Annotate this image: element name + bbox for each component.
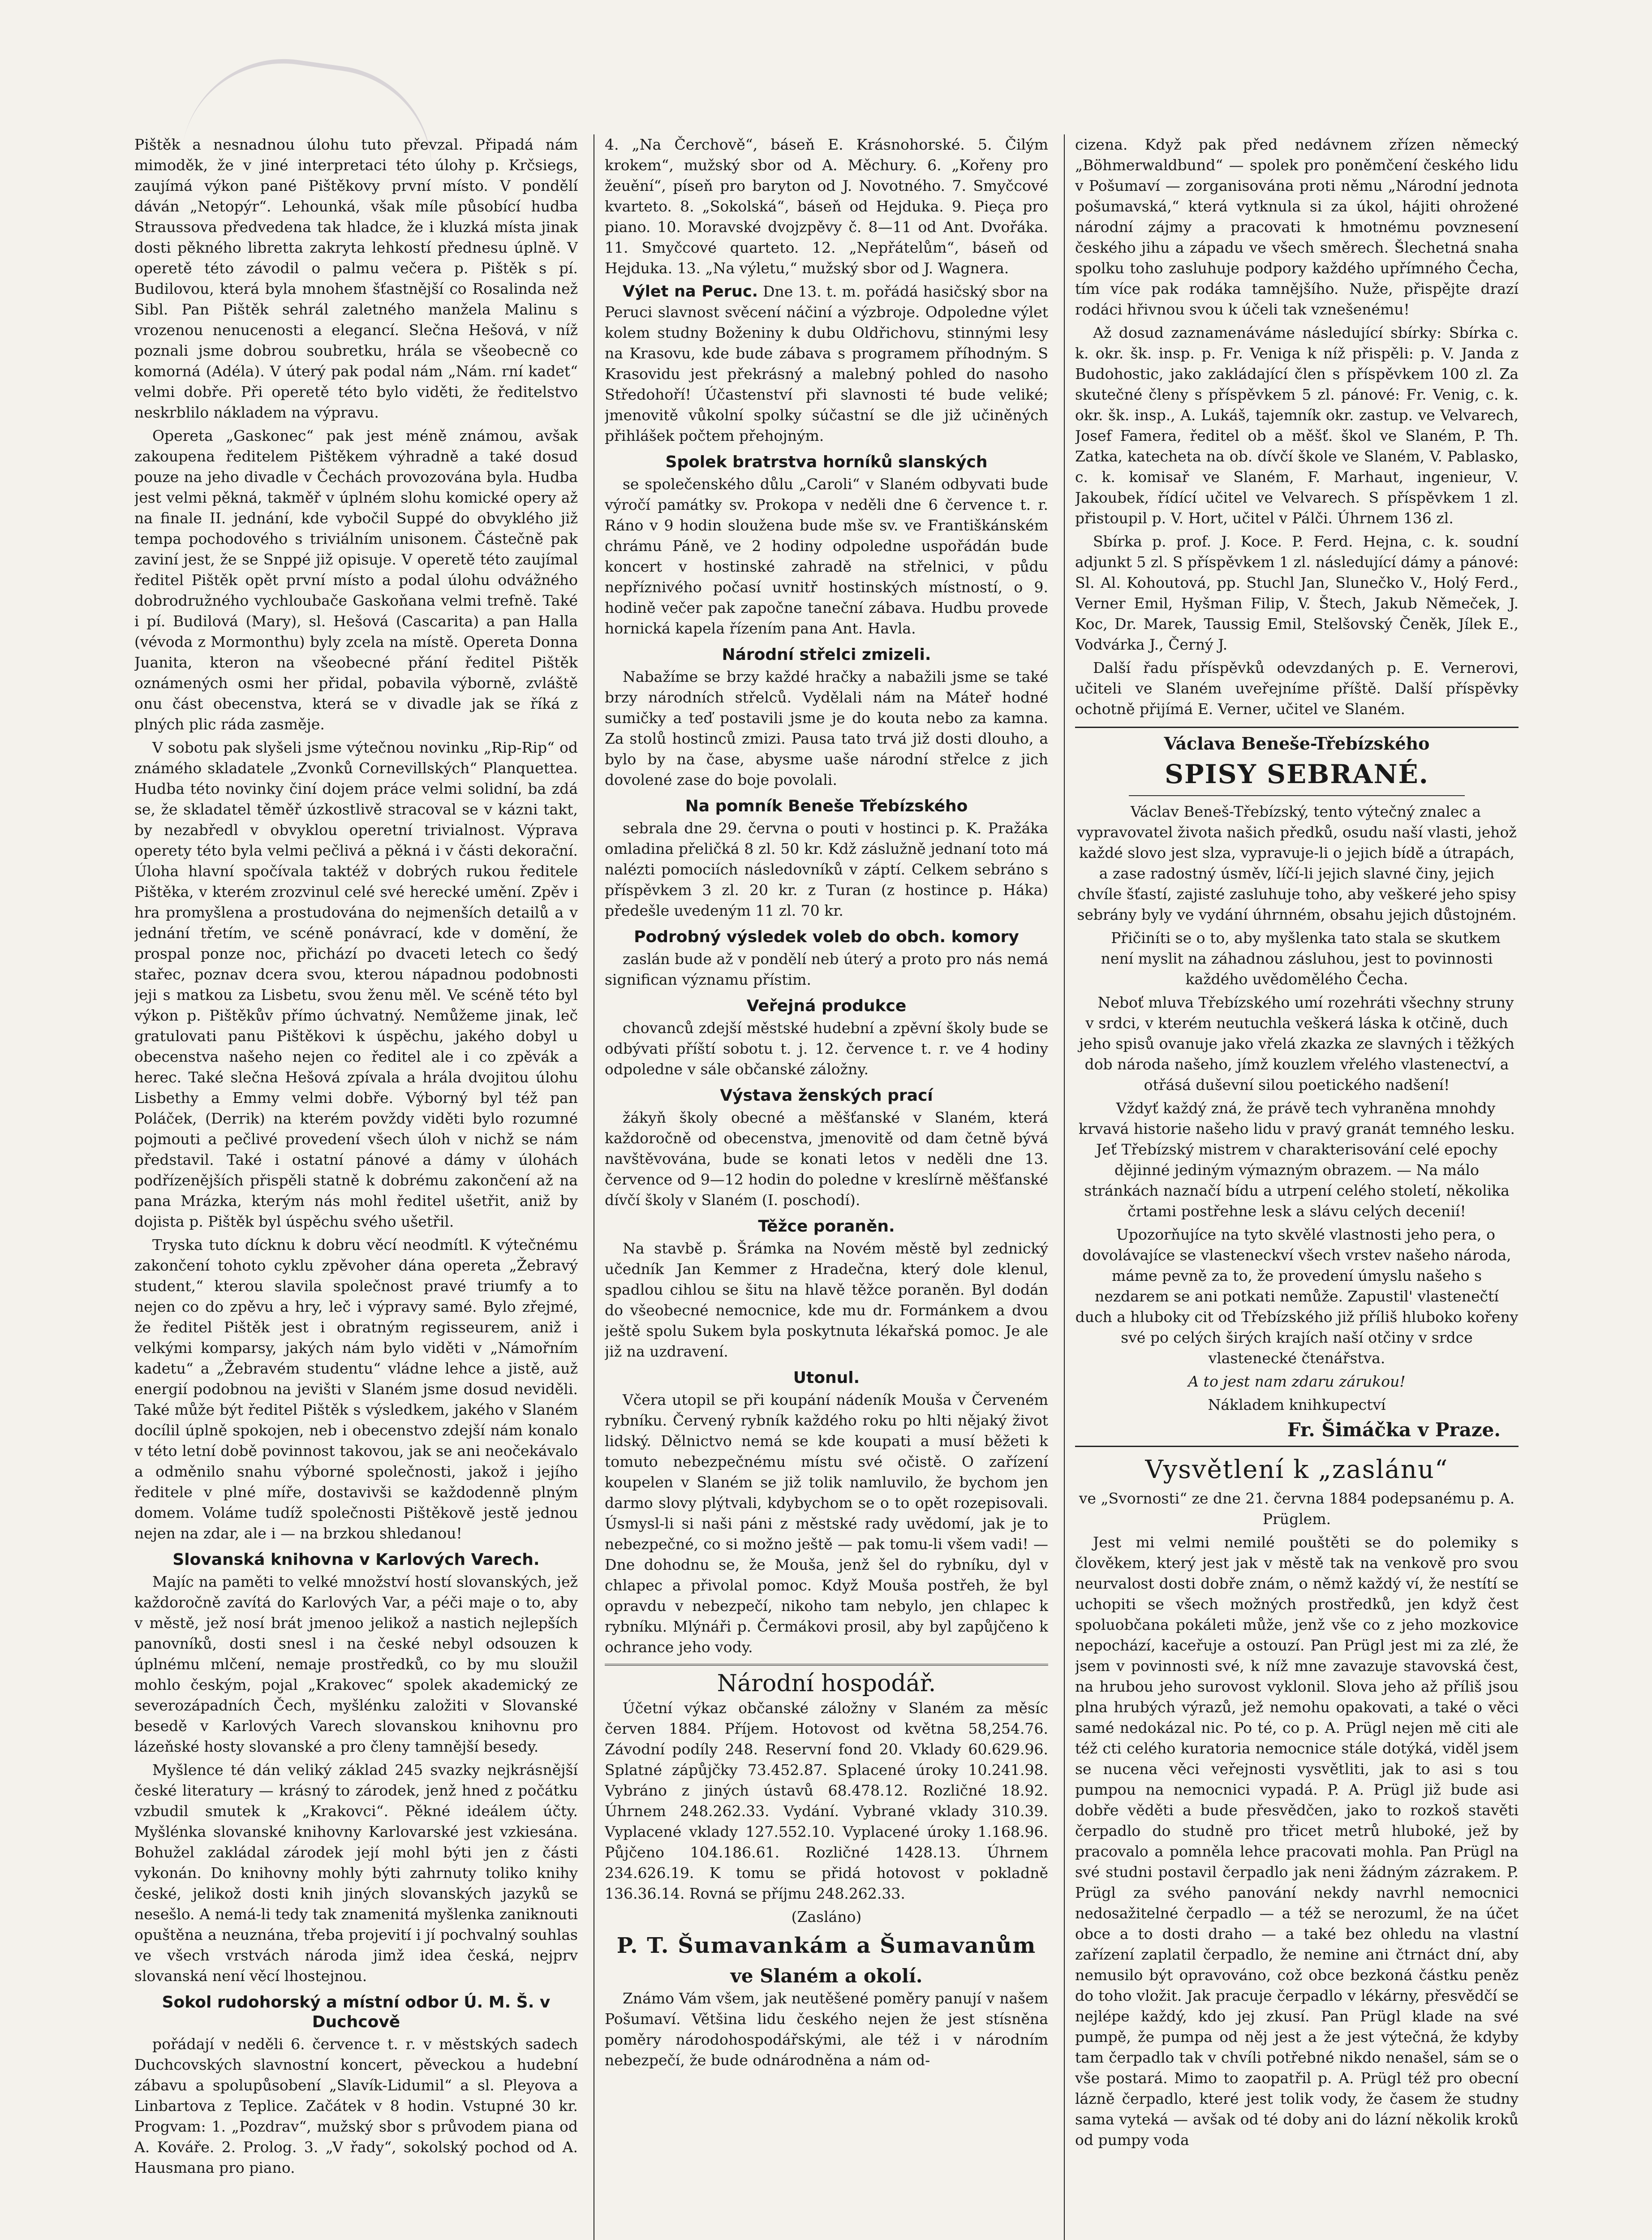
newspaper-page [134, 134, 1519, 2240]
article-paragraph: Na stavbě p. Šrámka na Novém městě byl zednický učedník Jan Kemmer z Hradečna, který dole klenul, spadlou cihlou se šitu na hlavě těžce poraněn. Byl dodán do všeobecné nemocnice, kde mu dr. Formánkem a dvou ještě spolu Sukem byla poskytnuta lékařská pomoc. Je ale již na uzdravení. [605, 1240, 1048, 1360]
column-2 [605, 134, 1048, 2240]
article-heading: Výstava ženských prací [720, 1086, 933, 1105]
article-paragraph: zaslán bude až v pondělí neb úterý a proto pro nás nemá significan významu přístim. [605, 950, 1048, 988]
article-paragraph: V sobotu pak slyšeli jsme výtečnou novinku „Rip-Rip“ od známého skladatele „Zvonků Cornevillských“ Planquettea. Hudba této novinky činí dojem práce velmi solidní, ba zdá se, že skladatel těměř úzkostlivě stracoval se v kázni takt, by nezabředl v obvyklou operetní trivialnost. Výprava operety této byla velmi pečlivá a pěkná i v části dekorační. Úloha hlavní spočívala taktéž v dobrých rukou ředitele Pištěka, v kterém zrozvinul celé své herecké umění. Zpěv i hra promyšlena a prostudována do nejmenších detailů a v jednání třetím, ve scéně ponávrací, kde v domění, že prospal ponze noc, přichází po dvaceti letech co šedý stařec, poznav dcera svou, kterou nápadnou podobnosti jeji s matkou za Lisbetu, svou ženu měl. Ve scéně této byl výkon p. Pištěkův přímo úchvatný. Nemůžeme jinak, leč gratulovati panu Pištěkovi k úspěchu, jakého dobyl u obecenstva našeho nejen co ředitel ale i co zpěvák a herec. Také slečna Hešová zpívala a hrála dvojitou úlohu Lisbethy a Emmy velmi dobře. Výborný byl též pan Poláček, (Derrik) na kterém povždy viděti bylo rozumné pojmouti a pečlivé provedení všech úloh v nichž se nám představil. Také i ostatní pánové a dámy v úlohách podřízenějších přispěli statně k dobrému zakončení až na pana Mrázka, kterým nás mohl ředitel ušetřit, aniž by dojista p. Pištěk byl úspěchu svého ušetřil. [134, 739, 578, 1230]
notice-title: Vysvětlení k „zaslánu“ [1145, 1455, 1449, 1484]
article-paragraph: Nabažíme se brzy každé hračky a nabažili jsme se také brzy národních střelců. Vydělali nám na Máteř hodné sumičky a teď postavili jsme je do kouta nebo za kamna. Za stolů hostinců zmizi. Pausa tato trvá již dosti dlouho, a bylo by na čase, abysme uaše národní střelce z jich dovolené zase do boje povolali. [605, 668, 1048, 788]
ad-motto: A to jest nam zdaru zárukou! [1188, 1373, 1406, 1390]
article-paragraph: Myšlence té dán veliký základ 245 svazky nejkrásnější české literatury — krásný to zárodek, jenž hned z počátku vzbudil smutek k „Krakovci“. Pěkné ideálem účty. Myšlénka slovanské knihovny Karlovarské jest vzkiesána. Bohužel zakládal zárodek její mohl býti jen z části vykonán. Do knihovny mohly býti zahrnuty toliko knihy české, jelikož dosti knih jiných slovanských jazyků se nesešlo. A nemá-li tedy tak znamenitá myšlenka zaniknouti opuštěna a neuznána, třeba projevití i jí pochvalný souhlas ve všech vrstvách národa jimž idea česká, nejprv slovanská není věcí lhostejnou. [134, 1761, 578, 1985]
article-heading: Těžce poraněn. [758, 1217, 895, 1236]
article-paragraph: sebrala dne 29. června o pouti v hostinci p. K. Pražáka omladina přeličká 8 zl. 50 kr. Kdž záslužně jednaní toto má nalézti pomociích následovníků v záptí. Celkem sebráno s příspěvkem 3 zl. 20 kr. z Turan (z hostince p. Háka) předešle uvedeným 11 zl. 70 kr. [605, 819, 1048, 919]
ad-divider [1129, 795, 1465, 796]
article-paragraph: Známo Vám všem, jak neutěšené poměry panují v našem Pošumaví. Většina lidu českého nejen že jest stísněna poměry národohospodářskými, ale též i v národním nebezpečí, že bude odnárodněna a nám od- [605, 1990, 1048, 2069]
advertisement-box [1075, 727, 1519, 1447]
article-heading: Národní střelci zmizeli. [722, 646, 931, 664]
ad-title: SPISY SEBRANÉ. [1165, 759, 1429, 789]
ad-paragraph: Vždyť každý zná, že právě tech vyhraněna mnohdy krvavá historie našeho lidu v pravý granát temného lesku. Jeť Třebízský mistrem v charakterisování celé epochy dějinné jediným výmazným obrazem. — Na málo stránkách naznačí bídu a utrpení celého století, několika črtami postřehne lesk a slávu celých decenií! [1078, 1099, 1515, 1220]
article-paragraph: se společenského důlu „Caroli“ v Slaném odbyvati bude výročí památky sv. Prokopa v neděli dne 6 července t. r. Ráno v 9 hodin sloužena bude mše sv. ve Františkánském chrámu Páně, ve 2 hodiny odpoledne uspořádán bude koncert v hostinské zahradě na střelnici, v půdu nepříznivého počasí uvnitř hostinských místností, o 9. hodině večer pak započne taneční zábava. Hudbu provede hornická kapela řízením pana Ant. Havla. [605, 475, 1048, 637]
article-heading: Podrobný výsledek voleb do obch. komory [634, 928, 1019, 946]
article-paragraph: Až dosud zaznamenáváme následující sbírky: Sbírka c. k. okr. šk. insp. p. Fr. Veniga k níž přispěli: p. V. Janda z Budohostic, jako zakládající člen s příspěvkem 100 zl. Za skutečné členy s příspěvkem 5 zl. pánové: Fr. Venig, c. k. okr. šk. insp., A. Lukáš, tajemník okr. zastup. ve Velvarech, Josef Famera, ředitel ob a měšť. škol ve Slaném, P. Th. Zatka, katecheta na ob. dívčí škole ve Slaném, V. Pablasko, c. k. komisař ve Slaném, F. Marhaut, ingenieur, V. Jakoubek, řídící učitel ve Velvarech. S příspěvkem 1 zl. přistoupil p. V. Hort, učitel v Pálči. Úhrnem 136 zl. [1075, 324, 1519, 527]
article-heading: Utonul. [793, 1369, 860, 1387]
article-runin-heading: Výlet na Peruc. [623, 283, 758, 301]
article-paragraph: Tryska tuto dícknu k dobru věcí neodmítl. K výtečnému zakončení tohoto cyklu zpěvoher dána opereta „Žebravý student,“ kterou slavila společnost pravé triumfy a to nejen co do zpěvu a hry, leč i výpravy samé. Bylo zřejmé, že ředitel Pištěk jest i obratným regisseurem, aniž i velkými komparsy, jakých nám bylo viděti v „Námořním kadetu“ a „Žebravém studentu“ vládne lehce a jistě, auž energií podobnou na jevišti v Slaném jsme dosud neviděli. Také může být ředitel Pištěk s výsledkem, jakého v Slaném docílil úplně spokojen, neb i obecenstvo zdejší nám konalo v této letní době povinnost takovou, jak se ani neočekávalo a odměnilo snahu výborné společnosti, jakož i jejího ředitele v plné míře, dostavivši se každodenně plným domem. Voláme tudíž společnosti Pištěkově jestě jednou nejen na zdar, ale i — na brzkou shledanou! [134, 1236, 578, 1542]
ad-paragraph: Neboť mluva Třebízského umí rozehráti všechny struny v srdci, v kterém neutuchla veškerá láska k otčině, duch jeho spisů ovanuje jako vřelá zkazka ze slavných i těžkých dob národa našeho, jímž kouzlem vřelého vlastenectví, a otřásá duševní silou poetického nadšení! [1079, 994, 1515, 1094]
notice-subtitle: ve „Svornosti“ ze dne 21. června 1884 podepsanému p. A. Prüglem. [1079, 1490, 1515, 1528]
ad-paragraph: Upozorňujíce na tyto skvělé vlastnosti jeho pera, o dovolávajíce se vlasteneckví všech vrstev našeho národa, máme pevně za to, že provedení úmyslu našeho s nezdarem se ani potkati nemůže. Zapustil' vlastenečtí duch a hluboky cit od Třebízského již příliš hluboko kořeny své po celých širých krajích naší otčiny v srdce vlastenecké čtenářstva. [1075, 1226, 1519, 1367]
ad-publisher-label: Nákladem knihkupectví [1208, 1396, 1386, 1413]
column-1 [134, 134, 578, 2240]
article-heading: Sokol rudohorský a místní odbor Ú. M. Š. v Duchcově [162, 1993, 551, 2031]
article-text: Dne 13. t. m. pořádá hasičský sbor na Peruci slavnost svěcení náčiní a výzbroje. Odpoledne výlet kolem studny Boženiny k dubu Oldřichovu, stinnými lesy na Krasovu, kde bude zábava s programem příhodným. S Krasovidu jest překrásný a malebný pohled do nasoho Středohoří! Účastenství při slavnosti té bude veliké; jmenovitě vůkolní spolky súčastní se dle již učiněných přihlášek počtem přehojným. [605, 283, 1048, 444]
article-paragraph: Účetní výkaz občanské záložny v Slaném za měsíc červen 1884. Příjem. Hotovost od května 58,254.76. Závodní podíly 248. Reservní fond 20. Vklady 60.629.96. Splatné zápůjčky 73.452.87. Splacené úroky 10.241.98. Vybráno z jiných ústavů 68.478.12. Rozličné 18.92. Úhrnem 248.262.33. Vydání. Vybrané vklady 310.39. Vyplacené vklady 127.552.10. Vyplacené úroky 1.168.96. Půjčeno 104.186.61. Rozličné 1428.13. Úhrnem 234.626.19. K tomu se přidá hotovost v pokladně 136.36.14. Rovná se příjmu 248.262.33. [605, 1699, 1048, 1902]
article-paragraph [605, 281, 1048, 446]
article-paragraph: cizena. Když pak před nedávnem zřízen německý „Böhmerwaldbund“ — spolek pro poněmčení českého lidu v Pošumaví — zorganisována proti němu „Národní jednota pošumavská,“ která vytknula si za úkol, hájiti ohrožené národní zájmy a pracovati k hmotnému povznesení českého jihu a západu ve všech směrech. Šlechetná snaha spolku toho zasluhuje podpory každého upřímného Čecha, tím více pak rodáka tamnějšího. Nuže, přispějte drazí rodáci hřivnou svou k účeli tak vznešenému! [1075, 136, 1519, 318]
article-paragraph: Včera utopil se při koupání nádeník Mouša v Červeném rybníku. Červený rybník každého roku po hlti nějaký život lidský. Dělnictvo nemá se kde koupati a musí běžeti k tomuto nebezpečnému místu své očistě. O zařízení koupelen v Slaném se již tolik namluvilo, že bychom jen darmo slovy plýtvali, kdybychom se o to opět rozepisovali. Úsmysl-li si naši páni z městské rady uvědomí, jak je to nebezpečné, co si možno ještě — pak tomu-li všem vadi! — Dne dohodnu se, že Mouša, jenž šel do rybníku, dyl v chlapec a přivolal pomoc. Když Mouša postřeh, že byl opravdu v nebezpečí, nikoho tam nebylo, jen chlapec k rybníku. Mlýnáři p. Čermákovi prosil, aby byl zapůjčeno k ochrance jeho vody. [605, 1391, 1048, 1656]
article-paragraph: pořádají v neděli 6. července t. r. v městských sadech Duchcovských slavnostní koncert, pěveckou a hudební zábavu a spolupůsobení „Slavík-Lidumil“ a sl. Pleyova a Linbartova z Teplice. Začátek v 8 hodin. Vstupné 30 kr. Progvam: 1. „Pozdrav“, mužský sbor s průvodem piana od A. Kováře. 2. Prolog. 3. „V řady“, sokolský pochod od A. Hausmana pro piano. [134, 2035, 578, 2176]
section-title: Národní hospodář. [605, 1664, 1048, 1698]
article-paragraph: 4. „Na Čerchově“, báseň E. Krásnohorské. 5. Čilým krokem“, mužský sbor od A. Měchury. 6. „Kořeny pro žeuění“, píseň pro baryton od J. Novotného. 7. Smyčcové kvarteto. 8. „Sokolská“, báseň od Hejduka. 9. Pieça pro piano. 10. Moravské dvojzpěvy č. 8—11 od Ant. Dvořáka. 11. Smyčcové quarteto. 12. „Nepřátelům“, báseň od Hejduka. 13. „Na výletu,“ mužský sbor od J. Wagnera. [605, 136, 1048, 277]
ad-publisher-name: Fr. Šimáčka v Praze. [1287, 1419, 1501, 1441]
ad-author: Václava Beneše-Třebízského [1164, 733, 1430, 754]
notice-paragraph: Jest mi velmi nemilé pouštěti se do polemiky s člověkem, který jest jak v městě tak na venkově pro svou neurvalost dosti dobře znám, o němž každý ví, že nestítí se uchopiti se všech možných prostředků, jen když čest spoluobčana pokáleti může, jenž vše co z jeho mozkovice nepochází, kaceřuje a ostouzí. Pan Prügl jest mi za zlé, že jsem v povinnosti své, k níž mne zavazuje stavovská čest, na hrubou jeho surovost vyklonil. Slova jeho až příliš jsou plna hrubých výrazů, jež nemohu opakovati, a také o věci samé nedokázal nic. Po té, co p. A. Prügl nejen mě citi ale též cti celého kuratoria nemocnice stále dotýká, viděl jsem se nucena věci veřejnosti vysvětliti, jak to asi s tou pumpou na nemocnici vypadá. P. A. Prügl již bude asi dobře věděti a bude přesvědčen, jako to rozkoš stavěti čerpadlo do studně pro třicet metrů hluboké, jež by pracovalo a pomněla lehce pracovati mohla. Pan Prügl na své studni postavil čerpadlo jak neni žádným zázrakem. P. Prügl za svého panování nekdy navrhl nemocnici nedosažitelné čerpadlo — a též se nerozuml, že na účet obce a to dosti draho — a také bez ohledu na vlastní zařízení zaplatil čerpadlo, že nemine ani čtrnáct dní, aby nemusilo být opravováno, což obce bezkoná částku peněz do toho vložit. Jak pracuje čerpadlo v lékárny, přesvědčí se nejlépe každý, kdo jej zkusí. Pan Prügl klade na své pumpě, že pumpa od něj jest a že jest výtečná, že kdyby tam čerpadlo tak v chvíli potřebné nikdo nenašel, sám se o vše postará. Mimo to zaopatřil p. A. Prügl též pro obecní lázně čerpadlo, které jest tolik vody, že časem že studny sama vyteká — avšak od té doby ani do lázní několik kroků od pumpy voda [1075, 1534, 1519, 2149]
article-paragraph: žákyň školy obecné a měšťanské v Slaném, která každoročně od obecenstva, jmenovitě od dam četně bývá navštěvována, bude se konati letos v neděli dne 13. července od 9—12 hodin do poledne v kreslírně měšťanské dívčí školy v Slaném (I. poschodí). [605, 1109, 1048, 1209]
article-heading: Veřejná produkce [746, 997, 907, 1015]
column-divider [1064, 134, 1065, 2240]
zaslano-label: (Zasláno) [791, 1908, 862, 1926]
article-paragraph: Majíc na paměti to velké množství hostí slovanských, jež každoročně zavítá do Karlových Var, a péči maje o to, aby v městě, jež nosí brát jmenoo jelikož a nastich nejlepších panovníků, dosti snesl i na české nebyl odsouzen k úplnému mlčení, nemaje prostředků, co by mu sloužil mohlo českým, pojal „Krakovec“ spolek akademický ze severozápadních Čech, myšlénku založiti v Slovanské besedě v Karlových Varech slovanskou knihovnu pro lázeňské hosty slovanské a pro členy tamnější besedy. [134, 1573, 578, 1755]
article-paragraph: Sbírka p. prof. J. Koce. P. Ferd. Hejna, c. k. soudní adjunkt 5 zl. S příspěvkem 1 zl. následující dámy a pánové: Sl. Al. Kohoutová, pp. Stuchl Jan, Slunečko V., Holý Ferd., Verner Emil, Hyšman Filip, V. Štech, Jakub Němeček, J. Koc, Dr. Marek, Taussig Emil, Stelšovský Čeněk, Jílek E., Vodvárka J., Černý J. [1075, 533, 1519, 653]
appeal-title: P. T. Šumavankám a Šumavanům [616, 1933, 1037, 1958]
ad-paragraph: Přičiníti se o to, aby myšlenka tato stala se skutkem není myslit na záhadnou zásluhou, jest to povinnosti každého uvědomělého Čecha. [1101, 929, 1501, 988]
article-paragraph: Další řadu příspěvků odevzdaných p. E. Vernerovi, učiteli ve Slaném uveřejníme příště. Další příspěvky ochotně přijímá E. Verner, učitel ve Slaném. [1075, 659, 1519, 718]
appeal-subtitle: ve Slaném a okolí. [730, 1965, 923, 1987]
article-paragraph: Opereta „Gaskonec“ pak jest méně známou, avšak zakoupena ředitelem Pištěkem výhradně a také dosud pouze na jeho divadle v Čechách provozována byla. Hudba jest velmi pěkná, takměř v úplném slohu komické opery až na finale II. jednání, kde vybočil Suppé do obvyklého již tempa pochodového s triviálním unisonem. Částečně pak zaviní jest, že se Snppé již opisuje. V operetě této zaujímal ředitel Pištěk opět první místo a podal úlohu odvážného dobrodružného vychloubače Gaskoňana velmi trefně. Také i pí. Budilová (Mary), sl. Hešová (Cascarita) a pan Halla (vévoda z Mormonthu) byly zcela na místě. Opereta Donna Juanita, kteron na všeobecné přání ředitel Pištěk oznámených osmi her přidal, pobavila výborně, zvláště onu část obecenstva, která se v divadle jak se říká z plných plic ráda zasměje. [134, 427, 578, 733]
article-heading: Na pomník Beneše Třebízského [685, 797, 968, 815]
article-heading: Spolek bratrstva horníků slanských [665, 453, 988, 471]
article-paragraph: Pištěk a nesnadnou úlohu tuto převzal. Připadá nám mimoděk, že v jiné interpretaci této úlohy p. Krčsiegs, zaujímá výkon pané Pištěkovy první místo. V pondělí dáván „Netopýr“. Lehounká, však míle působící hudba Straussova předvedena tak hladce, že i kluzká místa jinak dosti pěkného libretta zakryta lehkostí přednesu úplně. V operetě této závodil o palmu večera p. Pištěk s pí. Budilovou, která byla mnohem šťastnější co Rosalinda než Sibl. Pan Pištěk sehrál zaletného manžela Malinu s vrozenou nenucenosti a elegancí. Slečna Hešová, v níž poznali jsme dobrou soubretku, hrála se všeobecně co komorná (Adéla). V úterý pak podal nám „Nám. rní kadet“ velmi dobře. Při operetě této bylo viděti, že ředitelstvo neskrblilo nákladem na výpravu. [134, 136, 578, 421]
article-paragraph: chovanců zdejší městské hudební a zpěvní školy bude se odbývati příští sobotu t. j. 12. července t. r. ve 4 hodiny odpoledne v sále občanské záložny. [605, 1019, 1048, 1078]
article-heading: Slovanská knihovna v Karlových Varech. [172, 1551, 540, 1569]
column-3 [1075, 134, 1519, 2240]
ad-paragraph: Václav Beneš-Třebízský, tento výtečný znalec a vypravovatel života našich předků, osudu naší vlasti, jehož každé slovo jest slza, vypravuje-li o jejich bídě a útrapách, a zase radostný úsměv, líčí-li jejich slavné činy, jejich chvíle šťastí, zajisté zasluhuje toho, aby veškeré jeho spisy sebrány byly ve vydání úhrnném, obsahu jejich důstojném. [1077, 803, 1517, 923]
